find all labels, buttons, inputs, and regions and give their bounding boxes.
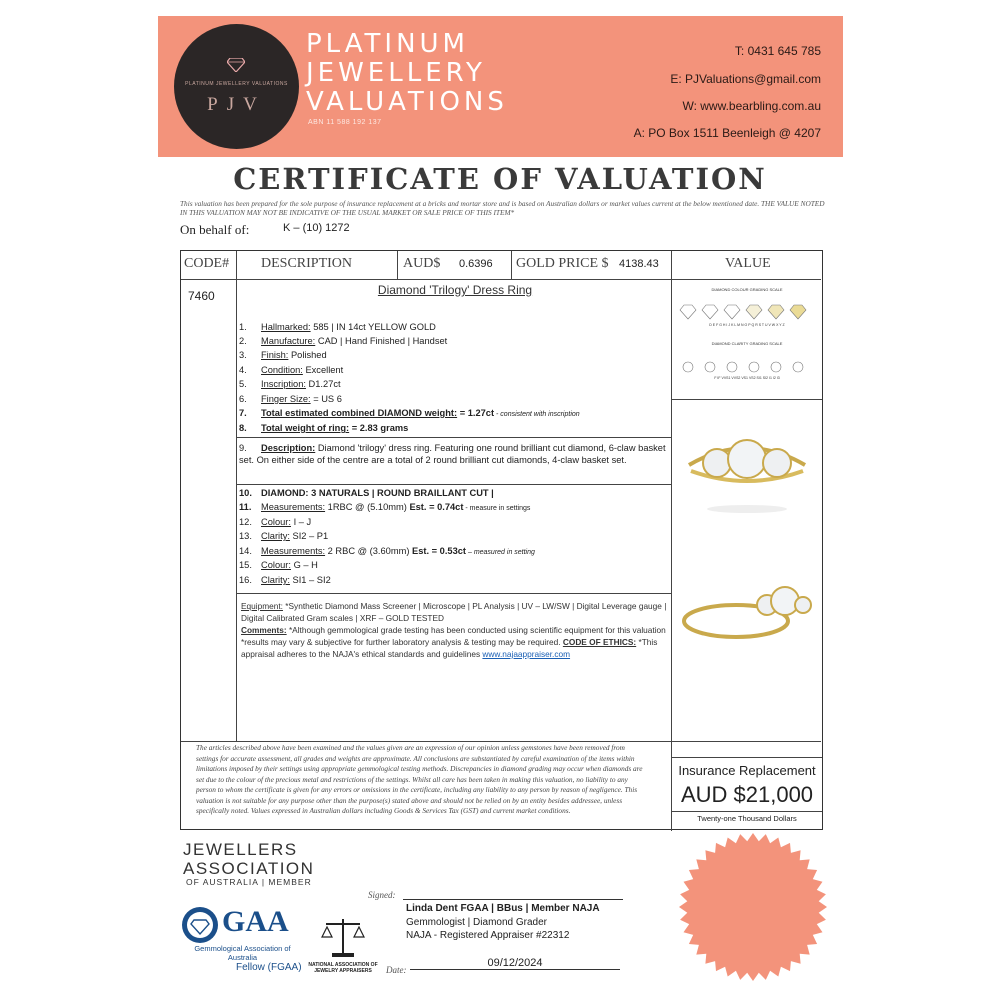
date-label: Date: [386,965,407,975]
contact-address: A: PO Box 1511 Beenleigh @ 4207 [633,126,821,140]
ring-photo-front [681,421,813,521]
gaa-logo-text: GAA [222,905,289,938]
terms-text: The articles described above have been examined and the values given are an expression of our opinion unless gemstones have been removed from settings for accurate assessment, all grades and weights are approximate. All conclusions are substantiated by careful examination of the items within limitations imposed by their settings using appropriate gemmological testing methods. Discrepancies in diamond grading may occur when diamonds are set due to the colour of the precious metal and restrictions of the settings. Whilst all care has been taken in making this valuation, no liability to any person to whom the certificate is given for any errors or omissions in the certificate, including any liability to any person by reason of negligence. This valuation is not suitable for any purpose other than the purpose(s) stated above and should not be relied on by an entity besides addressee, unless specifically noted. Values expressed in Australian dollars including Goods & Services Tax (GST) and current market conditions. [196,743,643,815]
spec-row: 3. Finish: Polished [239,350,327,360]
insurance-value-words: Twenty-one Thousand Dollars [697,814,797,823]
insurance-value: AUD $21,000 [680,782,814,807]
svg-text:D E F G H I J K L M N O P Q: D E F G H I J K L M N O P Q R S T U V W X Y Z [709,323,785,327]
contact-website[interactable]: W: www.bearbling.com.au [682,99,821,113]
header-aud-value: 0.6396 [459,258,493,270]
on-behalf-value: K – (10) 1272 [283,222,350,234]
signer-name: Linda Dent FGAA | BBus | Member NAJA [406,903,600,914]
header-gold-value: 4138.43 [619,258,659,270]
valuation-table [180,250,823,830]
spec-row: 2. Manufacture: CAD | Hand Finished | Handset [239,336,448,346]
gaa-emblem-icon [180,905,220,945]
brand-line-1: PLATINUM [306,29,469,59]
header-description: DESCRIPTION [261,256,353,271]
signed-label: Signed: [368,890,396,900]
date-value: 09/12/2024 [410,957,620,970]
brand-line-2: JEWELLERY [306,58,486,88]
jaa-member: OF AUSTRALIA | MEMBER [186,877,312,887]
brand-line-3: VALUATIONS [306,87,508,117]
naja-scales-icon [318,915,368,960]
contact-phone: T: 0431 645 785 [734,44,821,58]
jaa-logo [183,840,314,878]
diamond-icon [227,58,245,72]
svg-text:F IF VVS1 VVS2 VS1 VS2 SI1: F IF VVS1 VVS2 VS1 VS2 SI1 SI2 I1 I2 I3 [714,376,780,380]
signer-registration: NAJA - Registered Appraiser #22312 [406,930,570,941]
disclaimer-text: This valuation has been prepared for the sole purpose of insurance replacement at a bricks and mortar store and is based on Australian dollars or market values current at the below mentioned date. THE VALUE NOTED IN THIS VALUATION MAY NOT BE INDICATIVE OF THE USUAL MARKET OR SALE PRICE OF THIS ITEM* [180,199,825,217]
header-code: CODE# [184,256,230,271]
stone-row: 13. Clarity: SI2 – P1 [239,531,329,541]
spec-row: 6. Finger Size: = US 6 [239,394,342,404]
stone-row: 16. Clarity: SI1 – SI2 [239,575,331,585]
naja-logo-text: NATIONAL ASSOCIATION OF JEWELRY APPRAISERS [308,962,378,974]
svg-text:DIAMOND CLARITY GRADING SCALE: DIAMOND CLARITY GRADING SCALE [711,341,783,346]
header-gold-label: GOLD PRICE $ [516,256,609,271]
item-title: Diamond 'Trilogy' Dress Ring [377,283,533,297]
spec-row: 7. Total estimated combined DIAMOND weight: = 1.27ct - consistent with inscription [239,408,580,418]
jaa-line-2: ASSOCIATION [183,859,315,878]
spec-row: 1. Hallmarked: 585 | IN 14ct YELLOW GOLD [239,322,436,332]
jaa-line-1: JEWELLERS [183,840,298,859]
gaa-fellow: Fellow (FGAA) [236,962,302,973]
equipment-comments: Equipment: *Synthetic Diamond Mass Screener | Microscope | PL Analysis | UV – LW/SW | Digital Leverage gauge | Digital Calibrated Gram scales | XRF – GOLD TESTED Comments: *Although gemmological grade testing has been conducted using scientific equipment for this valuation *results may vary & subjective for further laboratory analysis & testing may be required. CODE OF ETHICS: *This appraisal adheres to the NAJA's ethical standards and guidelines www.najaappraiser.com [241,601,667,659]
stone-row: 10. DIAMOND: 3 NATURALS | ROUND BRAILLANT CUT | [239,488,494,498]
signer-title: Gemmologist | Diamond Grader [406,917,547,928]
stone-row: 12. Colour: I – J [239,517,312,527]
stone-row: 15. Colour: G – H [239,560,318,570]
stone-row: 11. Measurements: 1RBC @ (5.10mm) Est. = 0.74ct - measure in settings [239,502,531,512]
company-logo [174,24,299,149]
spec-row: 4. Condition: Excellent [239,365,344,375]
spec-row: 5. Inscription: D1.27ct [239,379,341,389]
contact-email[interactable]: E: PJValuations@gmail.com [670,72,821,86]
description-row: 9. Description: Diamond 'trilogy' dress ring. Featuring one round brilliant cut diamond, 6-claw basket set. On either side of the centre are a total of 2 round brilliant cut diamonds, 4-claw basket set. [239,443,666,465]
spec-row: 8. Total weight of ring: = 2.83 grams [239,423,409,433]
logo-initials: PJV [207,94,266,115]
stone-row: 14. Measurements: 2 RBC @ (3.60mm) Est. = 0.53ct – measured in setting [239,546,535,556]
header-banner [158,16,843,157]
logo-caption: PLATINUM JEWELLERY VALUATIONS [185,81,288,87]
insurance-label: Insurance Replacement [678,763,816,778]
gaa-subtitle: Gemmological Association of Australia [194,944,291,962]
ring-photo-side [681,561,813,651]
page-title: CERTIFICATE OF VALUATION [233,162,767,196]
header-aud-label: AUD$ [403,256,441,271]
abn-number: ABN 11 588 192 137 [308,119,382,126]
naja-link[interactable]: www.najaappraiser.com [482,649,571,659]
svg-text:DIAMOND COLOUR GRADING SCALE: DIAMOND COLOUR GRADING SCALE [711,287,783,292]
item-code: 7460 [188,289,215,303]
header-value: VALUE [725,256,771,271]
grading-scale-chart [676,283,819,395]
seal-stamp [678,832,828,982]
on-behalf-label: On behalf of: [180,222,250,237]
